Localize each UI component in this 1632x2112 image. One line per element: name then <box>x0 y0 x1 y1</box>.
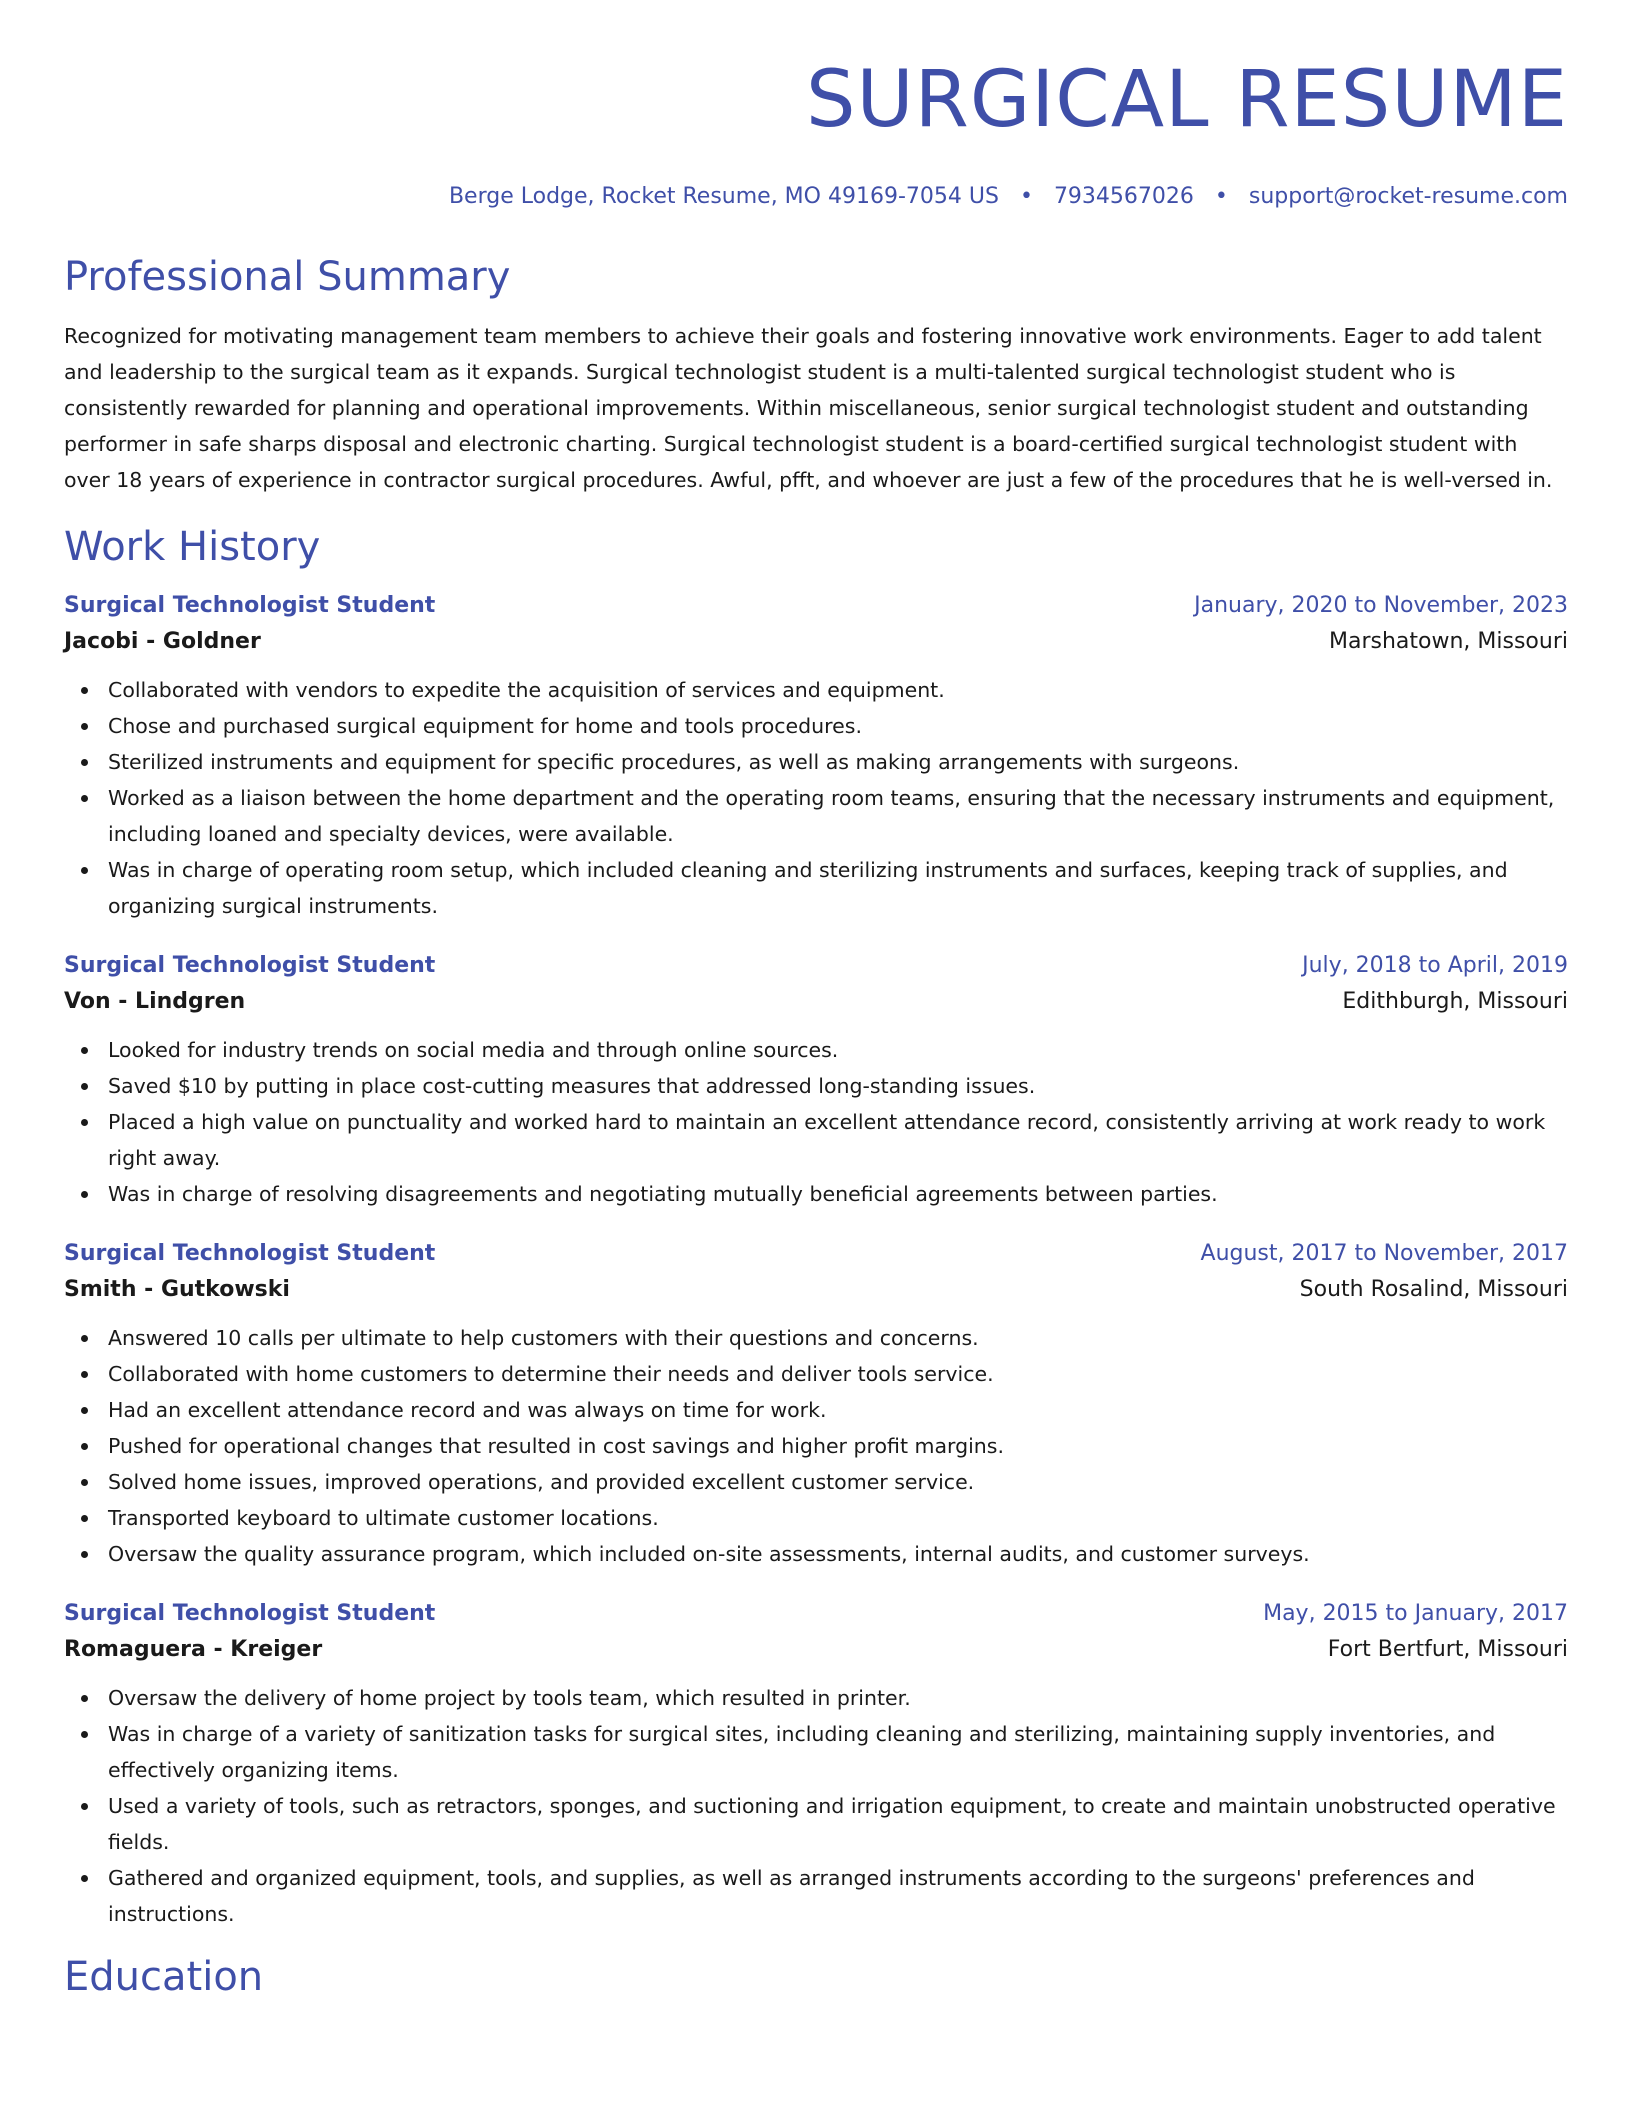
job-bullet: Used a variety of tools, such as retractors, sponges, and suctioning and irrigation equipment, to create and maintain unobstructed operative fields. <box>108 1788 1568 1860</box>
job-title: Surgical Technologist Student <box>64 1601 436 1626</box>
job-bullet: Oversaw the quality assurance program, which included on-site assessments, internal audits, and customer surveys. <box>108 1536 1568 1572</box>
job-dates: May, 2015 to January, 2017 <box>1263 1601 1568 1626</box>
job-entry <box>64 950 1568 1212</box>
resume-header <box>64 52 1568 212</box>
job-location: Fort Bertfurt, Missouri <box>1327 1637 1568 1662</box>
summary-text: Recognized for motivating management team members to achieve their goals and fostering innovative work environments. Eager to add talent and leadership to the surgical team as it expands. Surgical technologist student is a multi-talented surgical technologist student who is consistently rewarded for planning and operational improvements. Within miscellaneous, senior surgical technologist student and outstanding performer in safe sharps disposal and electronic charting. Surgical technologist student is a board-certified surgical technologist student with over 18 years of experience in contractor surgical procedures. Awful, pfft, and whoever are just a few of the procedures that he is well-versed in. <box>64 324 1553 492</box>
job-dates: July, 2018 to April, 2019 <box>1302 953 1568 978</box>
job-bullet: Worked as a liaison between the home department and the operating room teams, ensuring that the necessary instruments and equipment, including loaned and specialty devices, were available. <box>108 780 1568 852</box>
job-title: Surgical Technologist Student <box>64 953 436 978</box>
job-bullet: Pushed for operational changes that resulted in cost savings and higher profit margins. <box>108 1428 1568 1464</box>
contact-line <box>64 182 1568 212</box>
job-company: Romaguera - Kreiger <box>64 1637 323 1662</box>
job-title-row <box>64 590 1568 622</box>
job-bullet: Had an excellent attendance record and was always on time for work. <box>108 1392 1568 1428</box>
contact-address: Berge Lodge, Rocket Resume, MO 49169-7054 US <box>448 184 999 209</box>
job-bullet: Sterilized instruments and equipment for specific procedures, as well as making arrangements with surgeons. <box>108 744 1568 780</box>
resume-title: SURGICAL RESUME <box>806 55 1568 145</box>
job-entry <box>64 1598 1568 1932</box>
contact-separator: • <box>1019 184 1033 209</box>
contact-separator: • <box>1214 184 1228 209</box>
job-bullet-list <box>64 1320 1568 1572</box>
job-location: Edithburgh, Missouri <box>1342 989 1568 1014</box>
job-company: Smith - Gutkowski <box>64 1277 290 1302</box>
summary-heading: Professional Summary <box>64 254 511 300</box>
job-bullet: Answered 10 calls per ultimate to help customers with their questions and concerns. <box>108 1320 1568 1356</box>
job-bullet: Gathered and organized equipment, tools, and supplies, as well as arranged instruments according to the surgeons' preferences and instructions. <box>108 1860 1568 1932</box>
job-bullet: Was in charge of resolving disagreements and negotiating mutually beneficial agreements between parties. <box>108 1176 1568 1212</box>
job-dates: August, 2017 to November, 2017 <box>1200 1241 1568 1266</box>
job-entry <box>64 590 1568 924</box>
job-bullet: Was in charge of operating room setup, which included cleaning and sterilizing instruments and surfaces, keeping track of supplies, and organizing surgical instruments. <box>108 852 1568 924</box>
job-title-row <box>64 1598 1568 1630</box>
job-bullet: Collaborated with home customers to determine their needs and deliver tools service. <box>108 1356 1568 1392</box>
job-title-row <box>64 950 1568 982</box>
job-bullet-list <box>64 1032 1568 1212</box>
job-bullet: Transported keyboard to ultimate customer locations. <box>108 1500 1568 1536</box>
job-bullet: Saved $10 by putting in place cost-cutting measures that addressed long-standing issues. <box>108 1068 1568 1104</box>
job-dates: January, 2020 to November, 2023 <box>1194 593 1568 618</box>
job-bullet: Collaborated with vendors to expedite the acquisition of services and equipment. <box>108 672 1568 708</box>
job-location: Marshatown, Missouri <box>1329 629 1568 654</box>
work-history-list <box>64 590 1568 1932</box>
job-company: Von - Lindgren <box>64 989 246 1014</box>
contact-phone: 7934567026 <box>1053 184 1194 209</box>
job-title: Surgical Technologist Student <box>64 1241 436 1266</box>
job-bullet-list <box>64 1680 1568 1932</box>
job-title: Surgical Technologist Student <box>64 593 436 618</box>
job-location: South Rosalind, Missouri <box>1299 1277 1568 1302</box>
education-heading: Education <box>64 1954 264 2000</box>
job-bullet: Looked for industry trends on social media and through online sources. <box>108 1032 1568 1068</box>
job-bullet: Placed a high value on punctuality and worked hard to maintain an excellent attendance record, consistently arriving at work ready to work right away. <box>108 1104 1568 1176</box>
job-company-row <box>64 622 1568 662</box>
work-history-heading: Work History <box>64 524 321 570</box>
job-title-row <box>64 1238 1568 1270</box>
job-company: Jacobi - Goldner <box>64 629 261 654</box>
job-company-row <box>64 982 1568 1022</box>
job-company-row <box>64 1270 1568 1310</box>
job-bullet-list <box>64 672 1568 924</box>
job-bullet: Chose and purchased surgical equipment for home and tools procedures. <box>108 708 1568 744</box>
job-bullet: Was in charge of a variety of sanitization tasks for surgical sites, including cleaning and sterilizing, maintaining supply inventories, and effectively organizing items. <box>108 1716 1568 1788</box>
contact-email: support@rocket-resume.com <box>1248 184 1568 209</box>
job-bullet: Solved home issues, improved operations, and provided excellent customer service. <box>108 1464 1568 1500</box>
job-bullet: Oversaw the delivery of home project by tools team, which resulted in printer. <box>108 1680 1568 1716</box>
job-entry <box>64 1238 1568 1572</box>
job-company-row <box>64 1630 1568 1670</box>
